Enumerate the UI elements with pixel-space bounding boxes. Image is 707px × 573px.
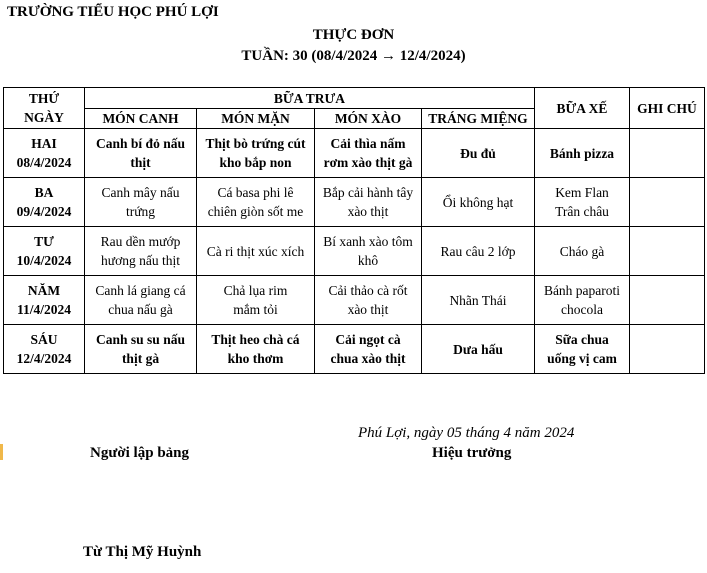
dish-line: trứng (125, 204, 156, 219)
soup-cell (85, 129, 197, 178)
stirfry-header: MÓN XÀO (315, 109, 422, 129)
dish-line: Nhãn Thái (449, 292, 507, 308)
dish-line: kho bắp non (219, 155, 292, 170)
dish-line: Kem Flan (555, 185, 609, 200)
dish-line: hương nấu thịt (101, 253, 180, 268)
day-name: NĂM (27, 283, 61, 298)
dish-line: mắm tỏi (233, 302, 278, 317)
day-date: 08/4/2024 (16, 155, 72, 170)
dish-line: Canh su su nấu (96, 332, 185, 347)
dish-line: Canh lá giang cá (95, 283, 186, 298)
menu-row (4, 129, 705, 178)
snack-cell (535, 276, 630, 325)
main-dish-header: MÓN MẶN (197, 109, 315, 129)
menu-table (3, 87, 705, 374)
dessert-cell (422, 129, 535, 178)
day-date: 12/4/2024 (16, 351, 72, 366)
dish-line: chua nấu gà (108, 302, 173, 317)
soup-cell (85, 276, 197, 325)
dessert-cell (422, 276, 535, 325)
menu-row (4, 276, 705, 325)
dish-line: Thịt bò trứng cút (205, 136, 306, 151)
note-cell (630, 178, 705, 227)
dish-line: thịt (130, 155, 151, 170)
snack-cell (535, 325, 630, 374)
soup-cell (85, 178, 197, 227)
dish-line: Sữa chua (555, 332, 609, 347)
dish-line: Đu đủ (460, 145, 496, 161)
day-name: BA (34, 185, 54, 200)
dish-line: Bắp cải hành tây (322, 185, 414, 200)
stirfry-cell (315, 129, 422, 178)
day-name: HAI (31, 136, 57, 151)
header-row-top (4, 88, 705, 109)
day-cell (4, 227, 85, 276)
day-header-label: THỨ (28, 91, 60, 106)
main-dish-cell (197, 129, 315, 178)
dish-line: chua xào thịt (330, 351, 406, 366)
dish-line: Rau câu 2 lớp (440, 243, 516, 259)
snack-header: BỮA XẾ (535, 88, 630, 129)
dish-line: thịt gà (121, 351, 160, 366)
dish-line: rơm xào thịt gà (323, 155, 413, 170)
stirfry-cell (315, 325, 422, 374)
main-dish-cell (197, 325, 315, 374)
day-date: 09/4/2024 (16, 204, 72, 219)
dish-line: Cá basa phi lê (217, 185, 294, 200)
stirfry-cell (315, 178, 422, 227)
day-date: 10/4/2024 (16, 253, 72, 268)
soup-header: MÓN CANH (85, 109, 197, 129)
note-cell (630, 129, 705, 178)
dish-line: chiên giòn sốt me (207, 204, 304, 219)
day-name: TƯ (34, 234, 54, 249)
day-name: SÁU (30, 332, 58, 347)
day-cell (4, 178, 85, 227)
dessert-cell (422, 325, 535, 374)
snack-cell (535, 178, 630, 227)
dish-line: Canh mây nấu (101, 185, 180, 200)
main-dish-cell (197, 276, 315, 325)
day-cell (4, 325, 85, 374)
dish-line: Ổi không hạt (442, 194, 514, 210)
stirfry-cell (315, 276, 422, 325)
main-dish-cell (197, 227, 315, 276)
dish-line: Cải thìa nấm (330, 136, 406, 151)
snack-cell (535, 227, 630, 276)
dish-line: khô (357, 253, 379, 268)
dish-line: Rau dền mướp (100, 234, 181, 249)
dish-line: Bánh pizza (549, 145, 615, 161)
day-cell (4, 129, 85, 178)
dish-line: Cháo gà (559, 243, 605, 259)
day-cell (4, 276, 85, 325)
day-header-cell (4, 88, 85, 129)
note-cell (630, 276, 705, 325)
dish-line: Cải thảo cà rốt (328, 283, 408, 298)
lunch-header: BỮA TRƯA (85, 88, 535, 109)
week-range: TUẦN: 30 (08/4/2024 → 12/4/2024) (241, 48, 466, 64)
dish-line: uống vị cam (547, 351, 617, 366)
menu-row (4, 325, 705, 374)
dish-line: Canh bí đỏ nấu (96, 136, 185, 151)
dish-line: Chả lụa rim (223, 283, 288, 298)
dessert-cell (422, 178, 535, 227)
school-name: TRƯỜNG TIỂU HỌC PHÚ LỢI (7, 4, 219, 20)
signature-date: Phú Lợi, ngày 05 tháng 4 năm 2024 (358, 425, 575, 441)
dish-line: Bí xanh xào tôm (323, 234, 413, 249)
stirfry-cell (315, 227, 422, 276)
menu-row (4, 178, 705, 227)
dish-line: Cà ri thịt xúc xích (206, 243, 305, 259)
date-header-label: NGÀY (24, 110, 64, 125)
main-dish-cell (197, 178, 315, 227)
dish-line: Dưa hấu (453, 341, 503, 357)
note-cell (630, 227, 705, 276)
note-header: GHI CHÚ (630, 88, 705, 129)
dish-line: xào thịt (347, 302, 389, 317)
dessert-header: TRÁNG MIỆNG (422, 109, 535, 129)
dish-line: xào thịt (347, 204, 389, 219)
dish-line: Cải ngọt cà (335, 332, 401, 347)
dish-line: chocola (561, 302, 603, 317)
document-title: THỰC ĐƠN (312, 27, 395, 43)
day-date: 11/4/2024 (16, 302, 71, 317)
preparer-name: Từ Thị Mỹ Huỳnh (83, 544, 202, 560)
note-cell (630, 325, 705, 374)
dish-line: Thịt heo chà cá (211, 332, 300, 347)
dish-line: Bánh paparoti (543, 283, 621, 298)
snack-cell (535, 129, 630, 178)
dish-line: Trân châu (555, 204, 609, 219)
soup-cell (85, 325, 197, 374)
active-cell-marker (0, 444, 3, 460)
dessert-cell (422, 227, 535, 276)
dish-line: kho thơm (227, 351, 284, 366)
prepared-by-label: Người lập bảng (90, 445, 190, 461)
soup-cell (85, 227, 197, 276)
principal-label: Hiệu trưởng (432, 445, 512, 461)
menu-row (4, 227, 705, 276)
